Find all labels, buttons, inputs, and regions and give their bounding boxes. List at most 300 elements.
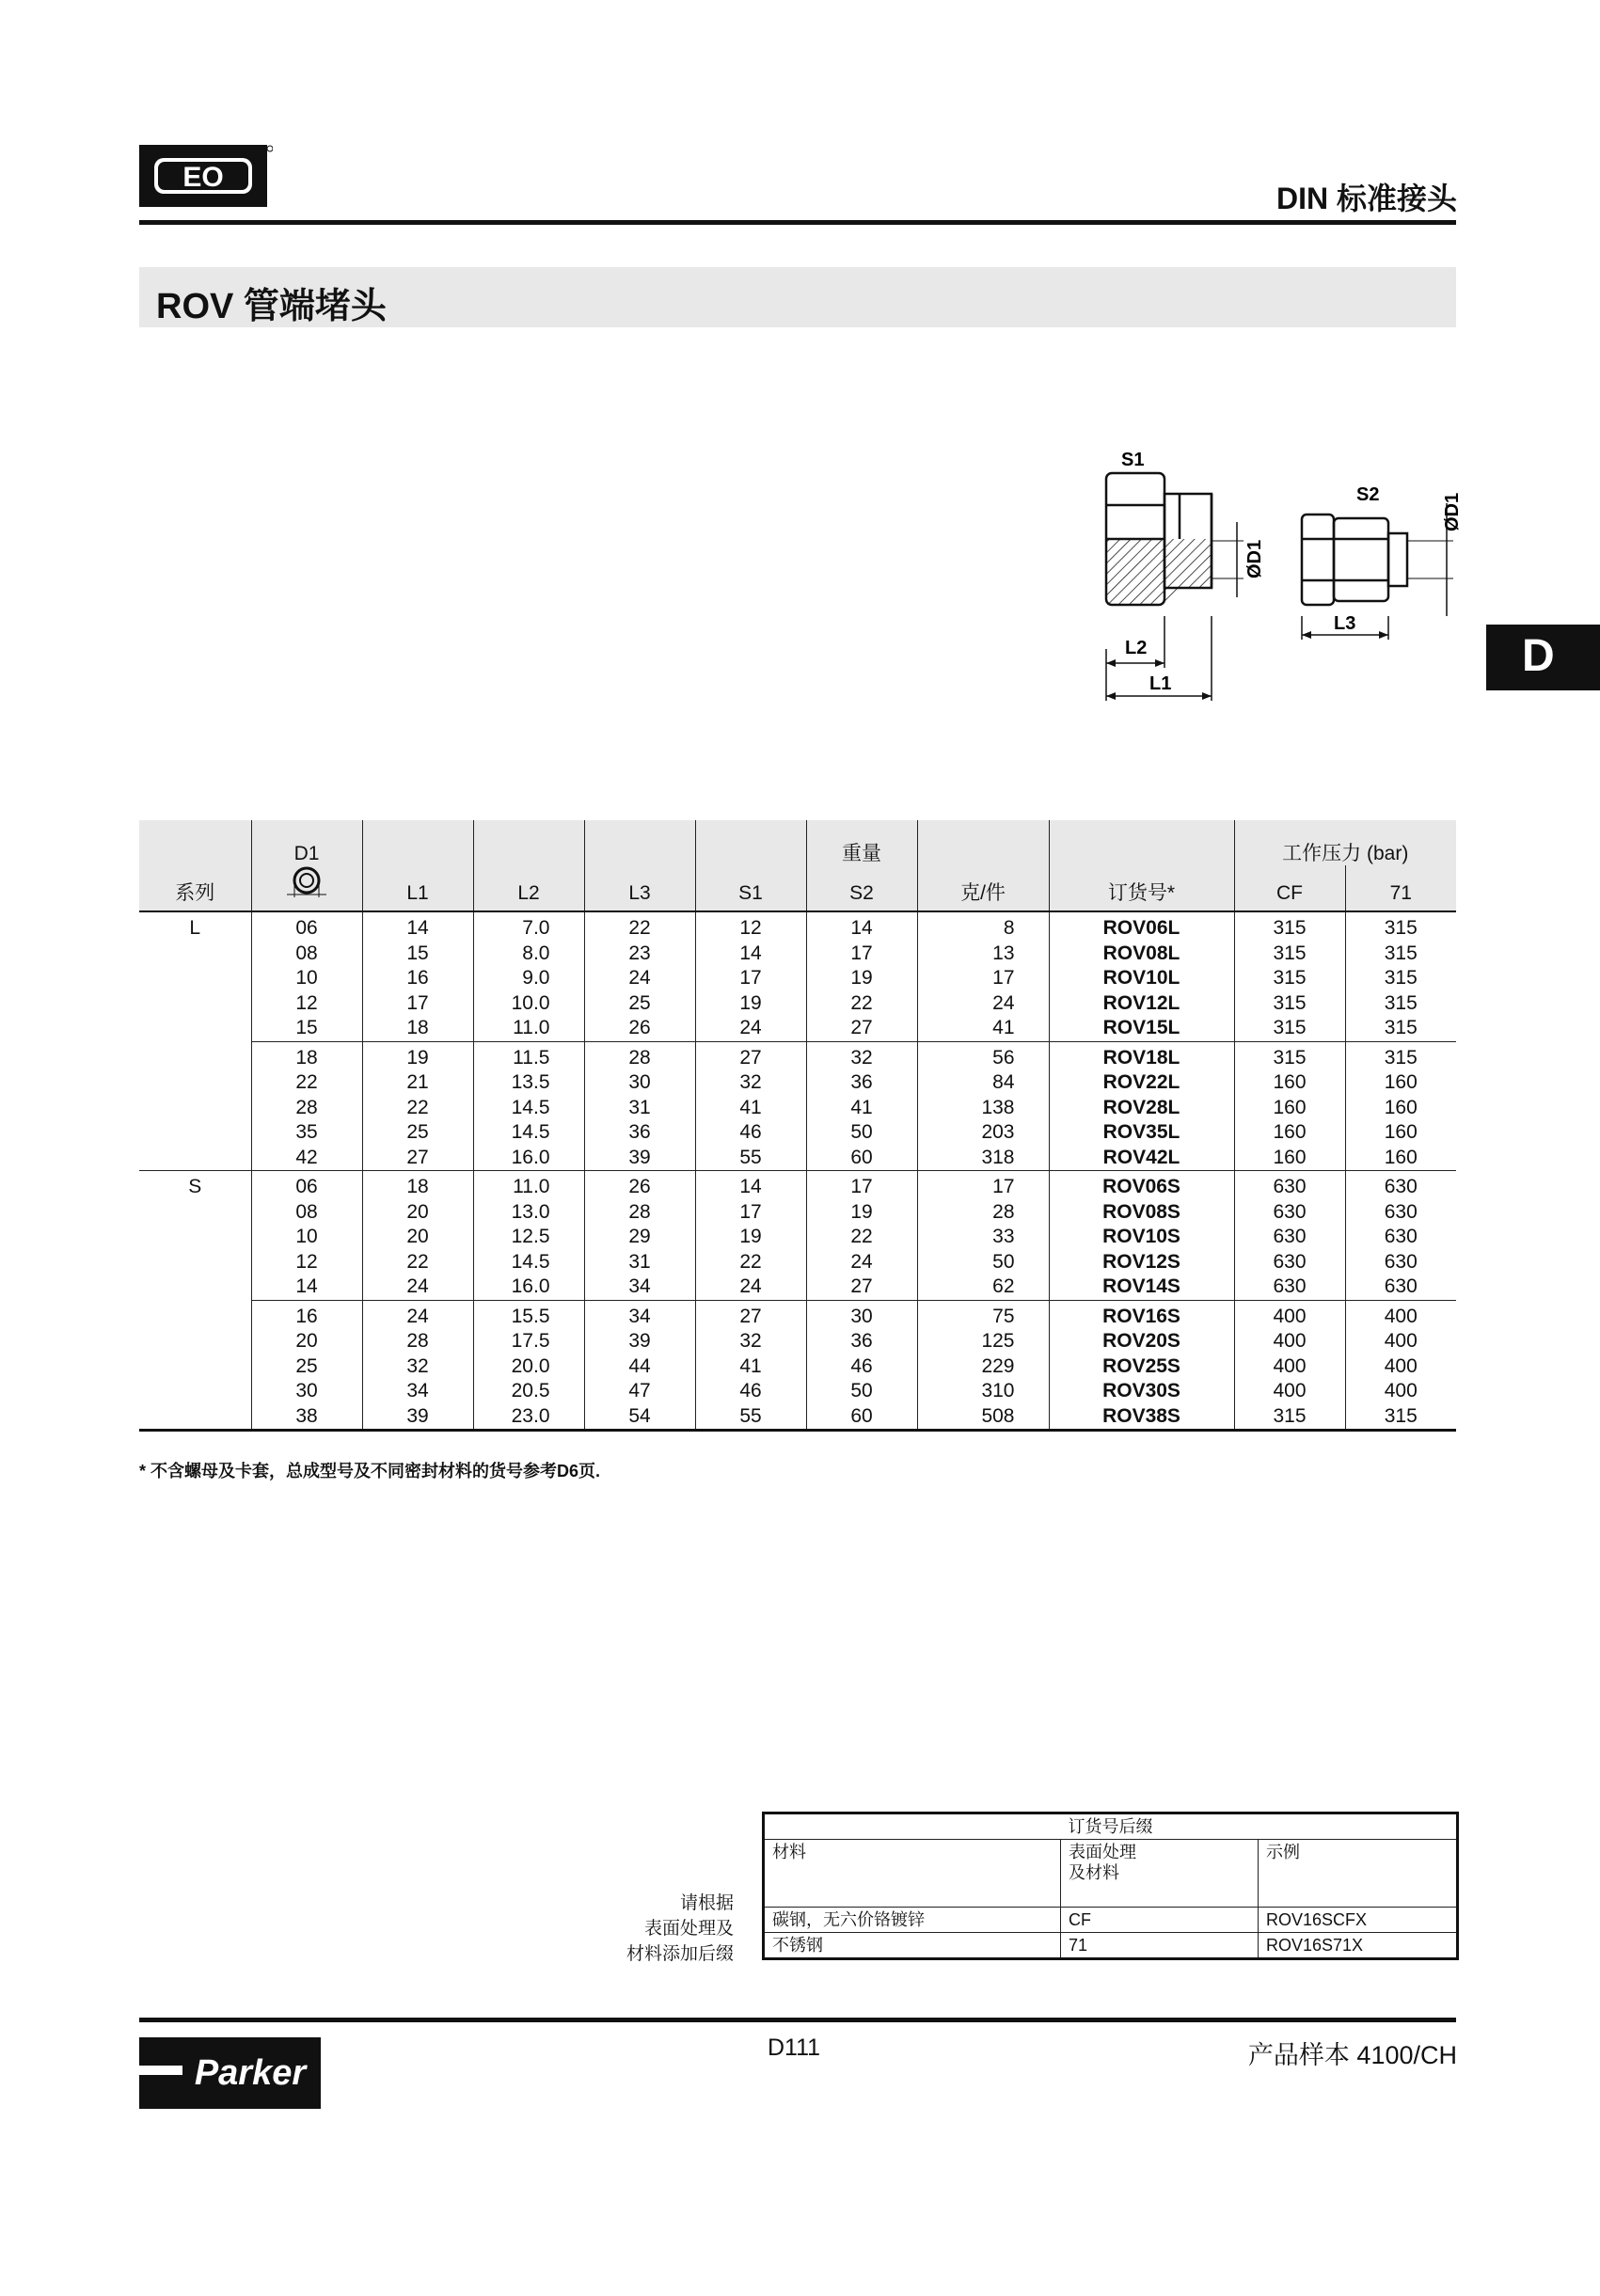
cell-cf: 315 xyxy=(1234,911,1345,942)
cell-l2: 15.5 xyxy=(473,1300,584,1329)
table-row xyxy=(139,1300,1456,1329)
cell-l2: 11.5 xyxy=(473,1041,584,1070)
cell-p71: 630 xyxy=(1345,1275,1456,1300)
cell-cf: 315 xyxy=(1234,1016,1345,1041)
suffix-side-line: 材料添加后缀 xyxy=(626,1944,734,1964)
cell-cf: 315 xyxy=(1234,1404,1345,1431)
cell-cf: 160 xyxy=(1234,1120,1345,1146)
cell-s1: 41 xyxy=(695,1096,806,1121)
cell-cf: 400 xyxy=(1234,1354,1345,1380)
cell-l3: 31 xyxy=(584,1096,695,1121)
header-d1-icon xyxy=(251,865,362,911)
suffix-header-example: 示例 xyxy=(1259,1840,1458,1908)
cell-weight: 508 xyxy=(917,1404,1049,1431)
drawing-label-l1: L1 xyxy=(1149,673,1172,694)
cell-series xyxy=(139,1041,251,1070)
header-l1: L1 xyxy=(362,865,473,911)
cell-s1: 27 xyxy=(695,1041,806,1070)
cell-l3: 26 xyxy=(584,1016,695,1041)
cell-s2: 22 xyxy=(806,1225,917,1250)
cell-cf: 400 xyxy=(1234,1329,1345,1354)
cell-l2: 13.5 xyxy=(473,1070,584,1096)
cell-cf: 400 xyxy=(1234,1300,1345,1329)
cell-series xyxy=(139,1096,251,1121)
cell-cf: 160 xyxy=(1234,1146,1345,1171)
cell-weight: 138 xyxy=(917,1096,1049,1121)
cell-p71: 315 xyxy=(1345,991,1456,1017)
cell-cf: 400 xyxy=(1234,1379,1345,1404)
cell-s2: 17 xyxy=(806,942,917,967)
suffix-row xyxy=(764,1933,1458,1959)
cell-s1: 14 xyxy=(695,1171,806,1200)
cell-l2: 23.0 xyxy=(473,1404,584,1431)
cell-d1: 42 xyxy=(251,1146,362,1171)
cell-order: ROV10S xyxy=(1049,1225,1234,1250)
footnote: * 不含螺母及卡套，总成型号及不同密封材料的货号参考D6页. xyxy=(139,1462,601,1481)
cell-d1: 06 xyxy=(251,1171,362,1200)
cell-p71: 630 xyxy=(1345,1200,1456,1226)
cell-s1: 27 xyxy=(695,1300,806,1329)
table-row xyxy=(139,1275,1456,1300)
cell-l1: 22 xyxy=(362,1096,473,1121)
cell-weight: 75 xyxy=(917,1300,1049,1329)
cell-order: ROV12S xyxy=(1049,1250,1234,1275)
cell-d1: 12 xyxy=(251,1250,362,1275)
cell-s1: 24 xyxy=(695,1016,806,1041)
cell-s2: 22 xyxy=(806,991,917,1017)
header-pressure: 工作压力 (bar) xyxy=(1234,820,1456,865)
table-row xyxy=(139,1041,1456,1070)
cell-order: ROV16S xyxy=(1049,1300,1234,1329)
cell-s1: 22 xyxy=(695,1250,806,1275)
cell-l3: 29 xyxy=(584,1225,695,1250)
cell-l3: 30 xyxy=(584,1070,695,1096)
header-l3: L3 xyxy=(584,865,695,911)
footer-rule xyxy=(139,2018,1456,2022)
table-row xyxy=(139,1070,1456,1096)
cell-d1: 35 xyxy=(251,1120,362,1146)
cell-order: ROV35L xyxy=(1049,1120,1234,1146)
cell-cf: 315 xyxy=(1234,1041,1345,1070)
cell-weight: 33 xyxy=(917,1225,1049,1250)
table-row xyxy=(139,911,1456,942)
cell-s1: 19 xyxy=(695,1225,806,1250)
cell-s1: 32 xyxy=(695,1329,806,1354)
table-row xyxy=(139,1404,1456,1431)
cell-l3: 31 xyxy=(584,1250,695,1275)
cell-order: ROV20S xyxy=(1049,1329,1234,1354)
header-rule xyxy=(139,220,1456,225)
cell-l1: 28 xyxy=(362,1329,473,1354)
cell-l2: 16.0 xyxy=(473,1146,584,1171)
cell-d1: 22 xyxy=(251,1070,362,1096)
cell-p71: 400 xyxy=(1345,1379,1456,1404)
cell-weight: 318 xyxy=(917,1146,1049,1171)
cell-weight: 8 xyxy=(917,911,1049,942)
cell-l3: 39 xyxy=(584,1329,695,1354)
cell-l2: 11.0 xyxy=(473,1016,584,1041)
cell-series xyxy=(139,1225,251,1250)
cell-order: ROV28L xyxy=(1049,1096,1234,1121)
suffix-header-row xyxy=(764,1840,1458,1908)
cell-s2: 36 xyxy=(806,1329,917,1354)
drawing-label-d1: ØD1 xyxy=(1244,539,1265,578)
cell-l2: 7.0 xyxy=(473,911,584,942)
cell-series xyxy=(139,991,251,1017)
cell-l3: 26 xyxy=(584,1171,695,1200)
cell-cf: 315 xyxy=(1234,966,1345,991)
header-cf: CF xyxy=(1234,865,1345,911)
cell-l2: 20.5 xyxy=(473,1379,584,1404)
cell-l2: 14.5 xyxy=(473,1120,584,1146)
cell-weight: 24 xyxy=(917,991,1049,1017)
cell-p71: 315 xyxy=(1345,966,1456,991)
cell-l3: 23 xyxy=(584,942,695,967)
cell-l3: 28 xyxy=(584,1041,695,1070)
dimensions-table xyxy=(139,820,1456,1432)
suffix-material: 不锈钢 xyxy=(764,1933,1061,1959)
cell-weight: 41 xyxy=(917,1016,1049,1041)
drawing-label-d1-right: ØD1 xyxy=(1442,492,1463,531)
cell-order: ROV08S xyxy=(1049,1200,1234,1226)
suffix-title-row xyxy=(764,1813,1458,1840)
table-row xyxy=(139,942,1456,967)
cell-p71: 400 xyxy=(1345,1329,1456,1354)
cell-d1: 06 xyxy=(251,911,362,942)
cell-l2: 10.0 xyxy=(473,991,584,1017)
cell-p71: 630 xyxy=(1345,1171,1456,1200)
header-weight-unit: 克/件 xyxy=(917,865,1049,911)
cell-l1: 21 xyxy=(362,1070,473,1096)
cell-d1: 16 xyxy=(251,1300,362,1329)
cell-l2: 12.5 xyxy=(473,1225,584,1250)
cell-order: ROV18L xyxy=(1049,1041,1234,1070)
cell-weight: 229 xyxy=(917,1354,1049,1380)
cell-weight: 13 xyxy=(917,942,1049,967)
eo-logo-text: EO xyxy=(182,162,224,193)
cell-l1: 16 xyxy=(362,966,473,991)
tube-section-icon xyxy=(283,865,330,899)
cell-l1: 34 xyxy=(362,1379,473,1404)
section-tab xyxy=(1486,625,1600,690)
cell-s2: 19 xyxy=(806,966,917,991)
cell-s1: 19 xyxy=(695,991,806,1017)
cell-order: ROV12L xyxy=(1049,991,1234,1017)
cell-series xyxy=(139,1120,251,1146)
cell-s2: 46 xyxy=(806,1354,917,1380)
cell-d1: 38 xyxy=(251,1404,362,1431)
cell-series xyxy=(139,1250,251,1275)
suffix-side-line: 表面处理及 xyxy=(643,1919,734,1939)
plug-front-view xyxy=(1302,515,1407,605)
cell-p71: 400 xyxy=(1345,1300,1456,1329)
cell-p71: 400 xyxy=(1345,1354,1456,1380)
cell-series xyxy=(139,1354,251,1380)
table-row xyxy=(139,1096,1456,1121)
cell-cf: 630 xyxy=(1234,1171,1345,1200)
cell-s2: 60 xyxy=(806,1146,917,1171)
cell-d1: 14 xyxy=(251,1275,362,1300)
cell-series: L xyxy=(189,917,201,939)
cell-p71: 315 xyxy=(1345,911,1456,942)
technical-drawing xyxy=(1082,428,1477,729)
cell-l1: 14 xyxy=(362,911,473,942)
cell-l3: 44 xyxy=(584,1354,695,1380)
cell-series xyxy=(139,942,251,967)
cell-d1: 10 xyxy=(251,966,362,991)
cell-l2: 17.5 xyxy=(473,1329,584,1354)
cell-l3: 22 xyxy=(584,911,695,942)
cell-s2: 32 xyxy=(806,1041,917,1070)
cell-l1: 24 xyxy=(362,1300,473,1329)
cell-s1: 46 xyxy=(695,1379,806,1404)
cell-weight: 310 xyxy=(917,1379,1049,1404)
cell-cf: 630 xyxy=(1234,1200,1345,1226)
cell-s1: 41 xyxy=(695,1354,806,1380)
cell-order: ROV30S xyxy=(1049,1379,1234,1404)
suffix-example: ROV16S71X xyxy=(1259,1933,1458,1959)
header-order-no: 订货号* xyxy=(1049,865,1234,911)
header-s2: S2 xyxy=(806,865,917,911)
cell-order: ROV42L xyxy=(1049,1146,1234,1171)
parker-logo-text: Parker xyxy=(194,2053,307,2093)
header-71: 71 xyxy=(1345,865,1456,911)
cell-weight: 56 xyxy=(917,1041,1049,1070)
cell-s2: 14 xyxy=(806,911,917,942)
table-row xyxy=(139,1329,1456,1354)
drawing-label-l3: L3 xyxy=(1334,613,1356,634)
table-row xyxy=(139,1379,1456,1404)
table-header-row-1 xyxy=(139,820,1456,865)
table-row xyxy=(139,1250,1456,1275)
table-row xyxy=(139,1120,1456,1146)
suffix-table xyxy=(762,1812,1459,1960)
table-row xyxy=(139,1200,1456,1226)
header-weight-top: 重量 xyxy=(806,820,917,865)
catalog-reference: 产品样本 4100/CH xyxy=(1247,2041,1457,2069)
cell-l3: 36 xyxy=(584,1120,695,1146)
cell-s1: 55 xyxy=(695,1404,806,1431)
cell-d1: 12 xyxy=(251,991,362,1017)
cell-weight: 17 xyxy=(917,1171,1049,1200)
cell-l1: 18 xyxy=(362,1016,473,1041)
cell-order: ROV06L xyxy=(1049,911,1234,942)
table-row xyxy=(139,1146,1456,1171)
cell-weight: 203 xyxy=(917,1120,1049,1146)
suffix-header-material: 材料 xyxy=(764,1840,1061,1908)
cell-weight: 125 xyxy=(917,1329,1049,1354)
suffix-surface: CF xyxy=(1061,1908,1259,1933)
cell-l1: 32 xyxy=(362,1354,473,1380)
cell-p71: 315 xyxy=(1345,1041,1456,1070)
cell-series xyxy=(139,1146,251,1171)
cell-l2: 16.0 xyxy=(473,1275,584,1300)
cell-s2: 50 xyxy=(806,1120,917,1146)
cell-weight: 17 xyxy=(917,966,1049,991)
cell-s2: 19 xyxy=(806,1200,917,1226)
eo-logo xyxy=(139,145,273,207)
cell-d1: 10 xyxy=(251,1225,362,1250)
cell-s2: 27 xyxy=(806,1275,917,1300)
parker-logo xyxy=(139,2037,321,2109)
cell-s1: 12 xyxy=(695,911,806,942)
cell-s2: 27 xyxy=(806,1016,917,1041)
cell-p71: 315 xyxy=(1345,942,1456,967)
cell-l2: 13.0 xyxy=(473,1200,584,1226)
cell-weight: 28 xyxy=(917,1200,1049,1226)
plug-side-view xyxy=(1106,473,1212,605)
cell-series xyxy=(139,966,251,991)
cell-cf: 315 xyxy=(1234,991,1345,1017)
header-s1: S1 xyxy=(695,865,806,911)
cell-l2: 11.0 xyxy=(473,1171,584,1200)
cell-s1: 46 xyxy=(695,1120,806,1146)
table-row xyxy=(139,1016,1456,1041)
drawing-label-s2: S2 xyxy=(1356,484,1380,505)
drawing-label-l2: L2 xyxy=(1125,638,1148,658)
cell-cf: 630 xyxy=(1234,1275,1345,1300)
cell-cf: 630 xyxy=(1234,1225,1345,1250)
cell-s2: 24 xyxy=(806,1250,917,1275)
cell-p71: 160 xyxy=(1345,1146,1456,1171)
cell-d1: 20 xyxy=(251,1329,362,1354)
cell-l1: 17 xyxy=(362,991,473,1017)
cell-weight: 84 xyxy=(917,1070,1049,1096)
suffix-title: 订货号后缀 xyxy=(764,1813,1458,1840)
category-title: DIN 标准接头 xyxy=(1275,182,1457,215)
suffix-surface: 71 xyxy=(1061,1933,1259,1959)
cell-s2: 60 xyxy=(806,1404,917,1431)
cell-d1: 30 xyxy=(251,1379,362,1404)
suffix-side-line: 请根据 xyxy=(679,1893,734,1913)
cell-l3: 28 xyxy=(584,1200,695,1226)
cell-l3: 34 xyxy=(584,1300,695,1329)
cell-l3: 24 xyxy=(584,966,695,991)
cell-order: ROV15L xyxy=(1049,1016,1234,1041)
cell-order: ROV22L xyxy=(1049,1070,1234,1096)
table-row xyxy=(139,1225,1456,1250)
section-tab-label: D xyxy=(1522,631,1555,681)
table-header-row-2 xyxy=(139,865,1456,911)
cell-cf: 630 xyxy=(1234,1250,1345,1275)
cell-l2: 9.0 xyxy=(473,966,584,991)
cell-l1: 27 xyxy=(362,1146,473,1171)
cell-cf: 160 xyxy=(1234,1070,1345,1096)
cell-l1: 20 xyxy=(362,1200,473,1226)
cell-l1: 20 xyxy=(362,1225,473,1250)
cell-order: ROV10L xyxy=(1049,966,1234,991)
cell-s2: 17 xyxy=(806,1171,917,1200)
cell-series xyxy=(139,1300,251,1329)
cell-series xyxy=(139,1016,251,1041)
cell-l1: 24 xyxy=(362,1275,473,1300)
cell-l1: 39 xyxy=(362,1404,473,1431)
cell-l2: 14.5 xyxy=(473,1250,584,1275)
cell-weight: 62 xyxy=(917,1275,1049,1300)
cell-p71: 160 xyxy=(1345,1096,1456,1121)
cell-weight: 50 xyxy=(917,1250,1049,1275)
cell-series xyxy=(139,1379,251,1404)
cell-p71: 160 xyxy=(1345,1120,1456,1146)
table-row xyxy=(139,1354,1456,1380)
header-series: 系列 xyxy=(139,865,251,911)
cell-d1: 15 xyxy=(251,1016,362,1041)
cell-order: ROV25S xyxy=(1049,1354,1234,1380)
cell-s2: 36 xyxy=(806,1070,917,1096)
cell-p71: 315 xyxy=(1345,1016,1456,1041)
cell-order: ROV08L xyxy=(1049,942,1234,967)
cell-d1: 08 xyxy=(251,942,362,967)
cell-series xyxy=(139,1275,251,1300)
cell-p71: 630 xyxy=(1345,1250,1456,1275)
cell-s2: 30 xyxy=(806,1300,917,1329)
cell-series xyxy=(139,1329,251,1354)
cell-l3: 34 xyxy=(584,1275,695,1300)
page-number: D111 xyxy=(768,2035,821,2061)
cell-series xyxy=(139,1200,251,1226)
header-d1: D1 xyxy=(251,820,362,865)
cell-series xyxy=(139,1404,251,1431)
cell-l1: 18 xyxy=(362,1171,473,1200)
cell-d1: 28 xyxy=(251,1096,362,1121)
suffix-example: ROV16SCFX xyxy=(1259,1908,1458,1933)
cell-l3: 39 xyxy=(584,1146,695,1171)
cell-order: ROV14S xyxy=(1049,1275,1234,1300)
cell-s1: 14 xyxy=(695,942,806,967)
cell-s1: 17 xyxy=(695,1200,806,1226)
cell-s2: 41 xyxy=(806,1096,917,1121)
cell-s2: 50 xyxy=(806,1379,917,1404)
cell-l2: 8.0 xyxy=(473,942,584,967)
cell-s1: 32 xyxy=(695,1070,806,1096)
cell-cf: 160 xyxy=(1234,1096,1345,1121)
cell-l3: 25 xyxy=(584,991,695,1017)
cell-s1: 24 xyxy=(695,1275,806,1300)
cell-d1: 18 xyxy=(251,1041,362,1070)
title-bar xyxy=(139,267,1456,327)
cell-series: S xyxy=(188,1176,202,1197)
page-title: ROV 管端堵头 xyxy=(156,287,387,326)
cell-p71: 160 xyxy=(1345,1070,1456,1096)
cell-p71: 315 xyxy=(1345,1404,1456,1431)
cell-l1: 15 xyxy=(362,942,473,967)
cell-l1: 19 xyxy=(362,1041,473,1070)
cell-order: ROV38S xyxy=(1049,1404,1234,1431)
cell-d1: 25 xyxy=(251,1354,362,1380)
cell-l2: 20.0 xyxy=(473,1354,584,1380)
suffix-header-surface: 表面处理 及材料 xyxy=(1061,1840,1259,1908)
suffix-material: 碳钢，无六价铬镀锌 xyxy=(764,1908,1061,1933)
table-row xyxy=(139,991,1456,1017)
table-row xyxy=(139,1171,1456,1200)
header-l2: L2 xyxy=(473,865,584,911)
cell-s1: 55 xyxy=(695,1146,806,1171)
cell-l1: 22 xyxy=(362,1250,473,1275)
cell-series xyxy=(139,1070,251,1096)
cell-s1: 17 xyxy=(695,966,806,991)
suffix-row xyxy=(764,1908,1458,1933)
drawing-label-s1: S1 xyxy=(1121,450,1145,470)
table-row xyxy=(139,966,1456,991)
cell-d1: 08 xyxy=(251,1200,362,1226)
cell-cf: 315 xyxy=(1234,942,1345,967)
cell-l1: 25 xyxy=(362,1120,473,1146)
suffix-side-label xyxy=(564,1891,734,1967)
cell-order: ROV06S xyxy=(1049,1171,1234,1200)
cell-l2: 14.5 xyxy=(473,1096,584,1121)
cell-l3: 47 xyxy=(584,1379,695,1404)
cell-p71: 630 xyxy=(1345,1225,1456,1250)
